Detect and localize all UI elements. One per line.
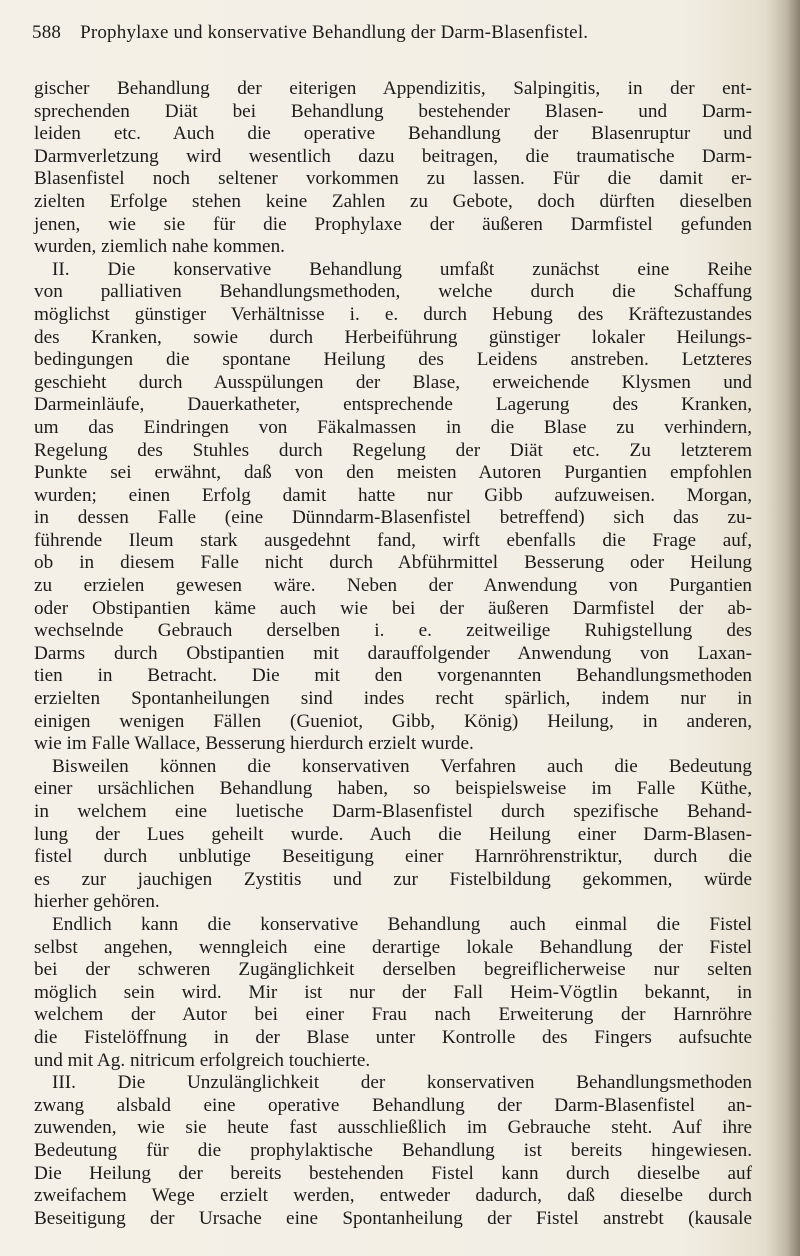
text-line: III. Die Unzulänglichkeit der konservativen Behandlungsmethoden xyxy=(52,1072,752,1094)
text-line: ob in diesem Falle nicht durch Abführmittel Besserung oder Heilung xyxy=(34,552,752,574)
text-line: zuwenden, wie sie heute fast ausschließlich im Gebrauche steht. Auf ihre xyxy=(34,1117,752,1139)
text-line: zweifachem Wege erzielt werden, entweder dadurch, daß dieselbe durch xyxy=(34,1185,752,1207)
text-line: Darms durch Obstipantien mit darauffolgender Anwendung von Laxan- xyxy=(34,642,752,664)
text-line: fistel durch unblutige Beseitigung einer Harnröhrenstriktur, durch die xyxy=(34,846,752,868)
text-line: Punkte sei erwähnt, daß von den meisten Autoren Purgantien empfohlen xyxy=(34,462,752,484)
text-line: Regelung des Stuhles durch Regelung der Diät etc. Zu letzterem xyxy=(34,439,752,461)
text-line: wurden, ziemlich nahe kommen. xyxy=(34,236,285,258)
running-title: Prophylaxe und konservative Behandlung der Darm-Blasenfistel. xyxy=(80,22,589,43)
text-line: Blasenfistel noch seltener vorkommen zu lassen. Für die damit er- xyxy=(34,168,752,190)
text-line: leiden etc. Auch die operative Behandlung der Blasenruptur und xyxy=(34,123,752,145)
text-line: wie im Falle Wallace, Besserung hierdurch erzielt wurde. xyxy=(34,733,474,755)
text-line: einer ursächlichen Behandlung haben, so beispielsweise im Falle Küthe, xyxy=(34,778,752,800)
text-line: bei der schweren Zugänglichkeit derselben begreiflicherweise nur selten xyxy=(34,959,752,981)
text-line: zu erzielen gewesen wäre. Neben der Anwendung von Purgantien xyxy=(34,575,752,597)
body-text xyxy=(34,78,752,1230)
text-line: wechselnde Gebrauch derselben i. e. zeitweilige Ruhigstellung des xyxy=(34,620,752,642)
text-line: einigen wenigen Fällen (Gueniot, Gibb, König) Heilung, in anderen, xyxy=(34,710,752,732)
text-line: gischer Behandlung der eiterigen Appendizitis, Salpingitis, in der ent- xyxy=(34,78,752,99)
text-line: geschieht durch Ausspülungen der Blase, erweichende Klysmen und xyxy=(34,371,752,393)
text-line: Die Heilung der bereits bestehenden Fistel kann durch dieselbe auf xyxy=(34,1162,752,1184)
text-line: tien in Betracht. Die mit den vorgenannten Behandlungsmethoden xyxy=(34,665,752,687)
text-line: Darmeinläufe, Dauerkatheter, entsprechende Lagerung des Kranken, xyxy=(34,394,752,416)
text-line: II. Die konservative Behandlung umfaßt zunächst eine Reihe xyxy=(52,258,752,280)
page-number: 588 xyxy=(32,22,62,43)
text-line: die Fistelöffnung in der Blase unter Kontrolle des Fingers aufsuchte xyxy=(34,1026,752,1048)
text-line: hierher gehören. xyxy=(34,891,160,913)
text-line: zwang alsbald eine operative Behandlung der Darm-Blasenfistel an- xyxy=(34,1094,752,1116)
text-line: welchem der Autor bei einer Frau nach Erweiterung der Harnröhre xyxy=(34,1004,752,1026)
text-line: und mit Ag. nitricum erfolgreich touchierte. xyxy=(34,1049,371,1071)
text-line: führende Ileum stark ausgedehnt fand, wirft ebenfalls die Frage auf, xyxy=(34,529,752,551)
text-line: Darmverletzung wird wesentlich dazu beitragen, die traumatische Darm- xyxy=(34,145,752,167)
text-line: möglich sein wird. Mir ist nur der Fall Heim-Vögtlin bekannt, in xyxy=(34,981,752,1003)
text-line: lung der Lues geheilt wurde. Auch die Heilung einer Darm-Blasen- xyxy=(34,823,752,845)
text-line: um das Eindringen von Fäkalmassen in die Blase zu verhindern, xyxy=(34,416,752,438)
running-header xyxy=(32,22,740,44)
text-line: möglichst günstiger Verhältnisse i. e. durch Hebung des Kräftezustandes xyxy=(34,303,752,325)
text-line: selbst angehen, wenngleich eine derartige lokale Behandlung der Fistel xyxy=(34,936,752,958)
text-line: in dessen Falle (eine Dünndarm-Blasenfistel betreffend) sich das zu- xyxy=(34,507,752,529)
text-line: erzielten Spontanheilungen sind indes recht spärlich, indem nur in xyxy=(34,688,752,710)
text-line: jenen, wie sie für die Prophylaxe der äußeren Darmfistel gefunden xyxy=(34,213,752,235)
text-line: in welchem eine luetische Darm-Blasenfistel durch spezifische Behand- xyxy=(34,801,752,822)
text-line: Bedeutung für die prophylaktische Behandlung ist bereits hingewiesen. xyxy=(34,1139,752,1161)
text-line: wurden; einen Erfolg damit hatte nur Gibb aufzuweisen. Morgan, xyxy=(34,484,752,506)
text-line: zielten Erfolge stehen keine Zahlen zu Gebote, doch dürften dieselben xyxy=(34,190,752,212)
text-line: sprechenden Diät bei Behandlung bestehender Blasen- und Darm- xyxy=(34,100,752,122)
page-edge-shadow xyxy=(766,0,800,1256)
text-line: Beseitigung der Ursache eine Spontanheilung der Fistel anstrebt (kausale xyxy=(34,1207,752,1229)
text-line: Bisweilen können die konservativen Verfahren auch die Bedeutung xyxy=(52,755,752,777)
text-line: von palliativen Behandlungsmethoden, welche durch die Schaffung xyxy=(34,281,752,303)
text-line: es zur jauchigen Zystitis und zur Fistelbildung gekommen, würde xyxy=(34,868,752,890)
text-line: des Kranken, sowie durch Herbeiführung günstiger lokaler Heilungs- xyxy=(34,326,752,348)
text-line: oder Obstipantien käme auch wie bei der äußeren Darmfistel der ab- xyxy=(34,597,752,619)
text-line: Endlich kann die konservative Behandlung auch einmal die Fistel xyxy=(52,913,752,935)
text-line: bedingungen die spontane Heilung des Leidens anstreben. Letzteres xyxy=(34,349,752,371)
